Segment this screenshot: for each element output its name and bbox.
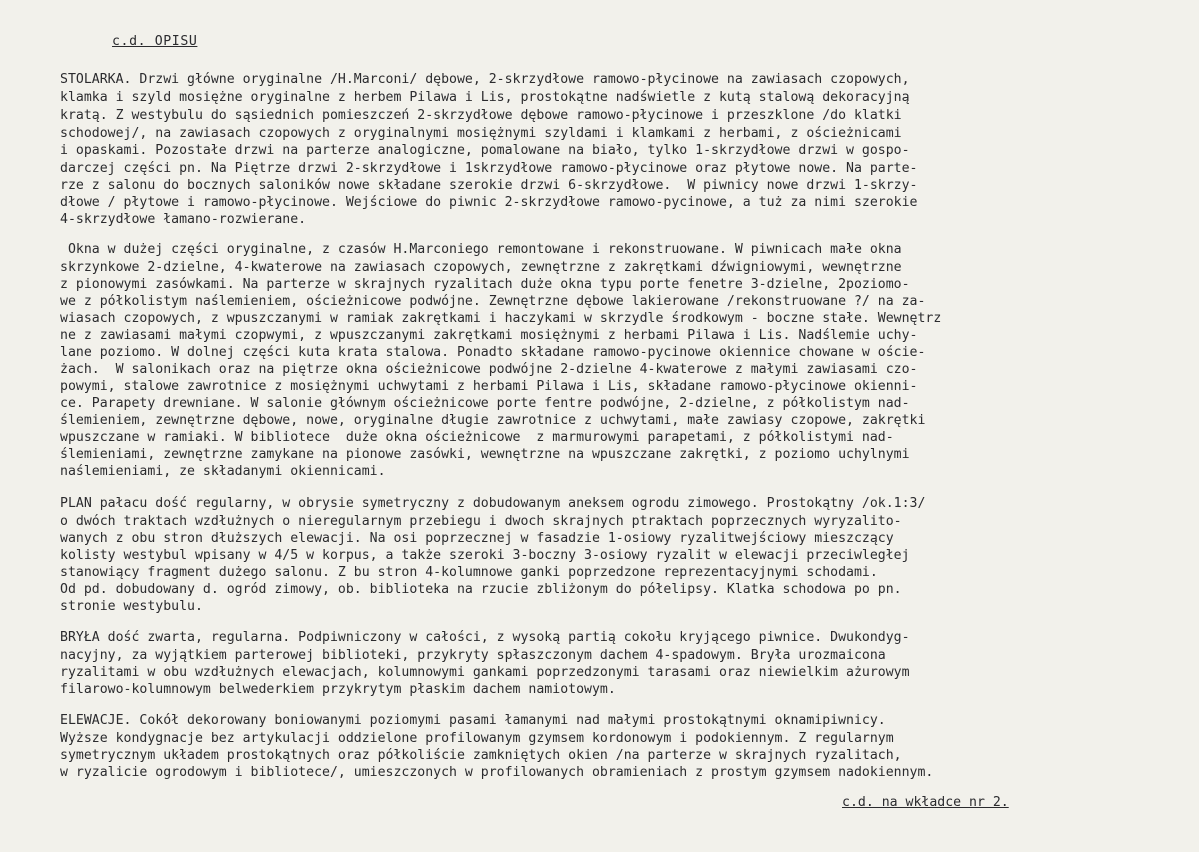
text-line: kolisty westybul wpisany w 4/5 w korpus, a także szeroki 3-boczny 3-osiowy ryzalit w elewacji przeciwległej: [60, 548, 910, 563]
text-line: darczej części pn. Na Piętrze drzwi 2-skrzydłowe i 1skrzydłowe ramowo-płycinowe oraz płytowe nowe. Na parte-: [60, 161, 918, 176]
text-line: kratą. Z westybulu do sąsiednich pomieszczeń 2-skrzydłowe dębowe ramowo-płycinowe i przeszklone /do klatki: [60, 108, 902, 123]
text-line: lane poziomo. W dolnej części kuta krata stalowa. Ponadto składane ramowo-pycinowe okiennice chowane w oście-: [60, 345, 926, 360]
text-line: Okna w dużej części oryginalne, z czasów H.Marconiego remontowane i rekonstruowane. W piwnicach małe okna: [60, 242, 902, 257]
text-line: ce. Parapety drewniane. W salonie głównym ościeżnicowe porte fentre podwójne, 2-dzielne, z półkolistym nad-: [60, 396, 910, 411]
text-line: w ryzalicie ogrodowym i bibliotece/, umieszczonych w profilowanych obramieniach z prostym gzymsem nadokiennym.: [60, 765, 934, 780]
text-line: we z półkolistym naślemieniem, ościeżnicowe podwójne. Zewnętrzne dębowe lakierowane /rekonstruowane ?/ na za-: [60, 294, 926, 309]
text-line: stronie westybulu.: [60, 599, 203, 614]
text-line: naślemieniami, ze składanymi okiennicami.: [60, 464, 386, 479]
text-line: ne z zawiasami małymi czopwymi, z wpuszczanymi zakrętkami mosiężnymi z herbami Pilawa i Lis. Nadślemie uchy-: [60, 328, 918, 343]
text-line: wpuszczane w ramiaki. W bibliotece duże okna ościeżnicowe z marmurowymi parapetami, z półkolistymi nad-: [60, 430, 894, 445]
text-line: ryzalitami w obu wzdłużnych elewacjach, kolumnowymi gankami poprzedzonymi tarasami oraz niewielkim ażurowym: [60, 665, 910, 680]
text-line: dłowe / płytowe i ramowo-płycinowe. Wejściowe do piwnic 2-skrzydłowe ramowo-pycinowe, a tuż za nimi szerokie: [60, 195, 918, 210]
text-line: i opaskami. Pozostałe drzwi na parterze analogiczne, pomalowane na biało, tylko 1-skrzydłowe drzwi w gospo-: [60, 143, 910, 158]
text-line: schodowej/, na zawiasach czopowych z oryginalnymi mosiężnymi szyldami i klamkami z herbami, z ościeżnicami: [60, 126, 902, 141]
continuation-note: c.d. na wkładce nr 2.: [842, 795, 1009, 810]
text-line: powymi, stalowe zawrotnice z mosiężnymi uchwytami z herbami Pilawa i Lis, składane ramowo-płycinowe okienni-: [60, 379, 918, 394]
text-line: BRYŁA dość zwarta, regularna. Podpiwniczony w całości, z wysoką partią cokołu kryjącego piwnice. Dwukondyg-: [60, 630, 910, 645]
text-line: 4-skrzydłowe łamano-rozwierane.: [60, 212, 307, 227]
text-line: z pionowymi zasówkami. Na parterze w skrajnych ryzalitach duże okna typu porte fenetre 3-dzielne, 2poziomo-: [60, 277, 910, 292]
text-line: żach. W salonikach oraz na piętrze okna ościeżnicowe podwójne 2-dzielne 4-kwaterowe z małymi zawiasami czo-: [60, 362, 918, 377]
page-title: c.d. OPISU: [112, 34, 198, 49]
text-line: wanych z obu stron dłuższych elewacji. Na osi poprzecznej w fasadzie 1-osiowy ryzalitwejściowy mieszczący: [60, 531, 894, 546]
text-line: skrzynkowe 2-dzielne, 4-kwaterowe na zawiasach czopowych, zewnętrzne z zakrętkami dźwigniowymi, wewnętrzne: [60, 260, 902, 275]
text-line: wiasach czopowych, z wpuszczanymi w ramiak zakrętkami i haczykami w skrzydle środkowym - boczne stałe. Wewnętrz: [60, 311, 942, 326]
text-line: symetrycznym układem prostokątnych oraz półkoliście zamkniętych okien /na parterze w skrajnych ryzalitach,: [60, 748, 902, 763]
text-line: nacyjny, za wyjątkiem parterowej biblioteki, przykryty spłaszczonym dachem 4-spadowym. Bryła urozmaicona: [60, 648, 886, 663]
text-line: Od pd. dobudowany d. ogród zimowy, ob. biblioteka na rzucie zbliżonym do półelipsy. Klatka schodowa po pn.: [60, 582, 902, 597]
text-line: klamka i szyld mosiężne oryginalne z herbem Pilawa i Lis, prostokątne nadświetle z kutą stalową dekoracyjną: [60, 90, 910, 105]
text-line: stanowiący fragment dużego salonu. Z bu stron 4-kolumnowe ganki poprzedzone reprezentacyjnymi schodami.: [60, 565, 878, 580]
text-line: ślemieniem, zewnętrzne dębowe, nowe, oryginalne długie zawrotnice z uchwytami, małe zawiasy czopowe, zakrętki: [60, 413, 926, 428]
text-line: PLAN pałacu dość regularny, w obrysie symetryczny z dobudowanym aneksem ogrodu zimowego. Prostokątny /ok.1:3/: [60, 496, 926, 511]
text-line: ślemieniami, zewnętrzne zamykane na pionowe zasówki, wewnętrzne na wpuszczane zakrętki, z poziomo uchylnymi: [60, 447, 910, 462]
text-line: ELEWACJE. Cokół dekorowany boniowanymi poziomymi pasami łamanymi nad małymi prostokątnymi oknamipiwnicy.: [60, 713, 886, 728]
text-line: Wyższe kondygnacje bez artykulacji oddzielone profilowanym gzymsem kordonowym i podokiennym. Z regularnym: [60, 731, 894, 746]
text-line: rze z salonu do bocznych saloników nowe składane szerokie drzwi 6-skrzydłowe. W piwnicy nowe drzwi 1-skrzy-: [60, 178, 918, 193]
text-line: STOLARKA. Drzwi główne oryginalne /H.Marconi/ dębowe, 2-skrzydłowe ramowo-płycinowe na zawiasach czopowych,: [60, 72, 910, 87]
text-line: filarowo-kolumnowym belwederkiem przykrytym płaskim dachem namiotowym.: [60, 682, 616, 697]
text-line: o dwóch traktach wzdłużnych o nieregularnym przebiegu i dwoch skrajnych ptraktach poprzecznych wyryzalito-: [60, 514, 902, 529]
